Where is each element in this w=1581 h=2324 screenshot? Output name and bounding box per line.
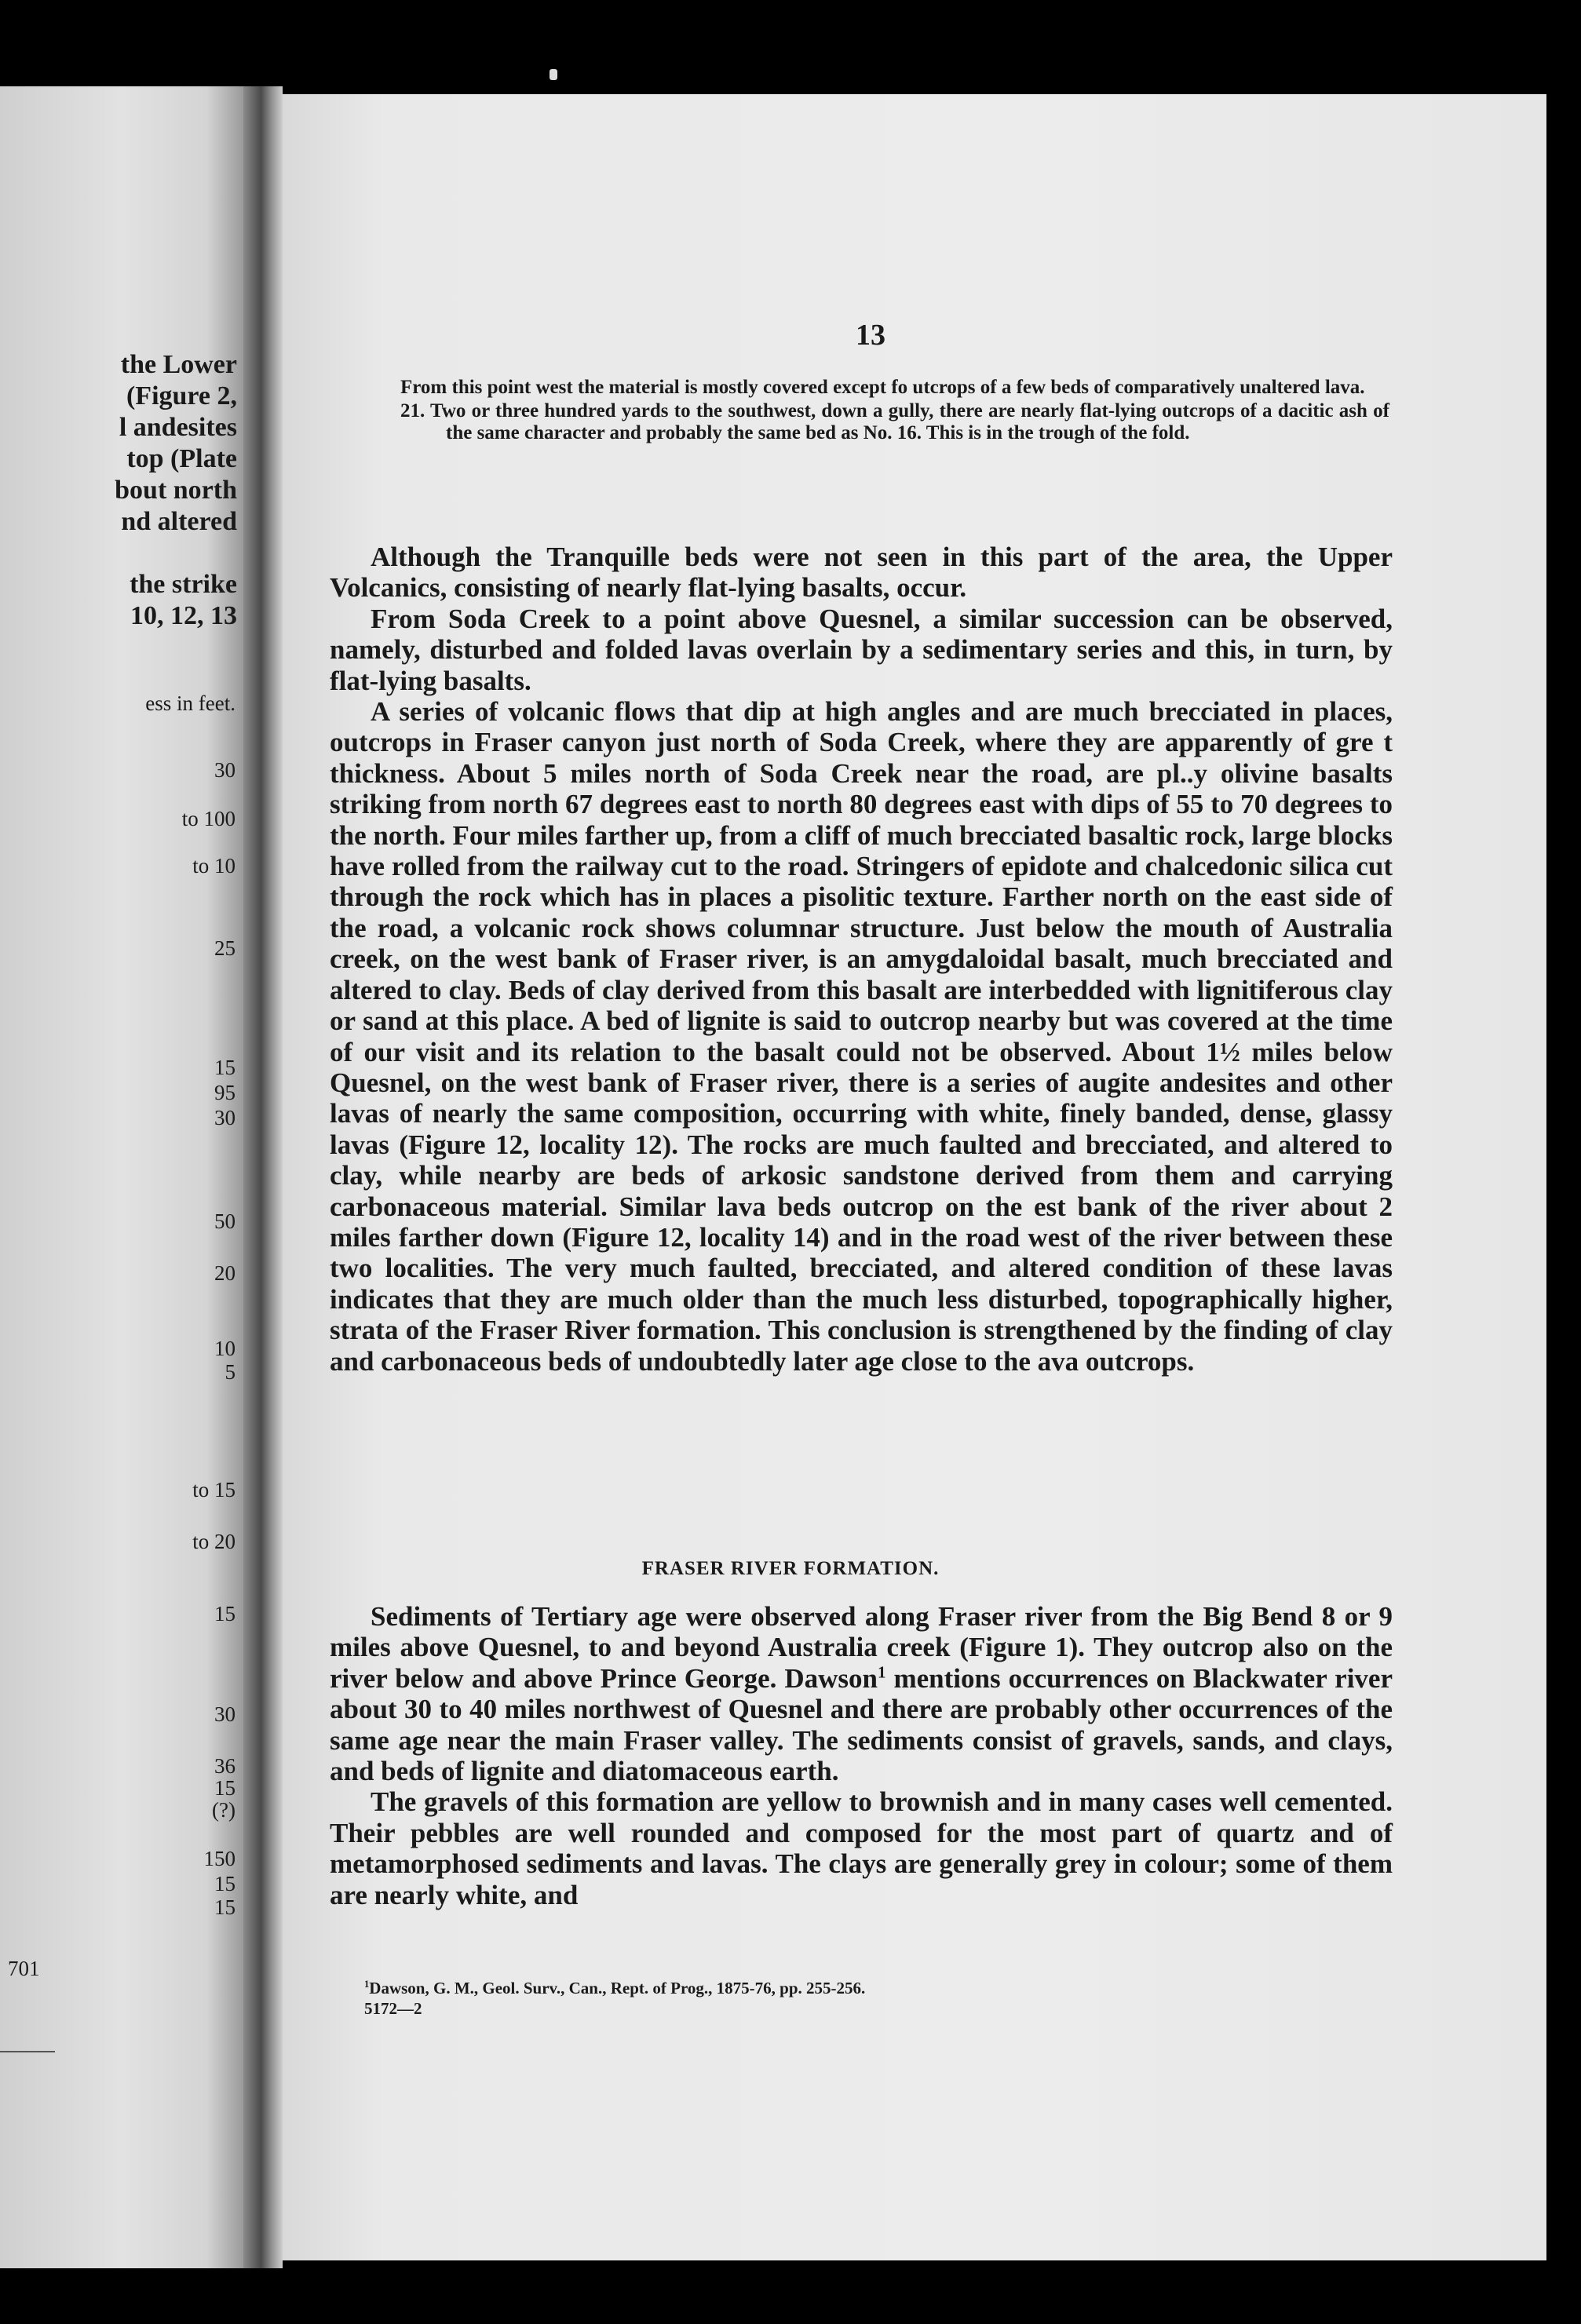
left-thickness-value: to 15 (192, 1478, 236, 1501)
left-page (0, 86, 243, 2268)
list-item: From this point west the material is mostly covered except fo utcrops of a few beds of comparatively unaltered lava. (400, 377, 1365, 398)
left-thickness-value: to 100 (181, 807, 236, 830)
left-thickness-value: 36 (214, 1754, 236, 1778)
left-thickness-value: 5 (225, 1360, 236, 1384)
left-thickness-value: (?) (212, 1798, 236, 1822)
footnote-marker: 1 (364, 1979, 370, 1990)
left-text-line: 10, 12, 13 (130, 601, 237, 630)
left-text-line: bout north (115, 476, 237, 505)
page-number: 13 (856, 319, 885, 352)
left-total: 701 (8, 1957, 40, 1980)
left-text-line: (Figure 2, (126, 381, 237, 410)
paragraph: The gravels of this formation are yellow to brownish and in many cases well cemented. Their pebbles are well rounded and composed for the most part of quartz and of metamorphosed sediments and lavas. The clays are generally grey in colour; some of them are nearly white, and (330, 1786, 1393, 1910)
list-item: 21. Two or three hundred yards to the southwest, down a gully, there are nearly flat-lying outcrops of a dacitic ash of the same character and probably the same bed as No. 16. This is in the trough of the fold. (400, 400, 1389, 443)
left-text-line: the strike (130, 570, 237, 599)
left-text-line: nd altered (121, 507, 237, 536)
left-thickness-value: to 10 (192, 854, 236, 877)
paragraph-text: Sediments of Tertiary age were observed along Fraser river from the Big Bend 8 or 9 miles above Quesnel, to and beyond Australia creek (Figure 1). They outcrop also on the river below and above Prince George. Dawson (330, 1601, 1393, 1694)
left-thickness-value: 20 (214, 1261, 236, 1285)
scan-dust-mark (550, 69, 557, 80)
left-thickness-value: 15 (214, 1056, 236, 1079)
section-heading: FRASER RIVER FORMATION. (641, 1558, 940, 1579)
left-thickness-value: 30 (214, 1106, 236, 1129)
left-thickness-value: 10 (214, 1337, 236, 1360)
body-text-lower (330, 1601, 1393, 1910)
footnote-line (364, 1978, 1385, 1998)
left-thickness-value: 15 (214, 1602, 236, 1625)
paragraph: Although the Tranquille beds were not seen in this part of the area, the Upper Volcanics, consisting of nearly flat-lying basalts, occur. (330, 542, 1393, 604)
footnote-marker: 1 (878, 1662, 886, 1682)
left-thickness-value: 25 (214, 936, 236, 960)
footnote-text: Dawson, G. M., Geol. Surv., Can., Rept. of Prog., 1875-76, pp. 255-256. (369, 1979, 866, 1997)
left-thickness-value: 50 (214, 1209, 236, 1233)
locality-list (400, 377, 1389, 446)
body-text-upper (330, 542, 1393, 1377)
left-text-line: the Lower (120, 350, 237, 379)
left-thickness-value: 30 (214, 758, 236, 782)
left-text-line: top (Plate (126, 444, 237, 473)
paragraph-text: mentions occurrences on Blackwater river about 30 to 40 miles northwest of Quesnel and there are probably other occurrences of the same age near the main Fraser valley. The sediments consist of gravels, sands, and clays, and beds of lignite and diatomaceous earth. (330, 1662, 1393, 1787)
left-thickness-value: 150 (203, 1847, 236, 1870)
paragraph: From Soda Creek to a point above Quesnel, a similar succession can be observed, namely, disturbed and folded lavas overlain by a sedimentary series and this, in turn, by flat-lying basalts. (330, 603, 1393, 696)
footnote (364, 1978, 1385, 2019)
paragraph (330, 1601, 1393, 1786)
paragraph: A series of volcanic flows that dip at high angles and are much brecciated in places, outcrops in Fraser canyon just north of Soda Creek, where they are apparently of gre t thickness. About 5 miles north of Soda Creek near the road, are pl..y olivine basalts striking from north 67 degrees east to north 80 degrees east with dips of 55 to 70 degrees to the north. Four miles farther up, from a cliff of much brecciated basaltic rock, large blocks have rolled from the railway cut to the road. Stringers of epidote and chalcedonic silica cut through the rock which has in places a pisolitic texture. Farther north on the east side of the road, a volcanic rock shows columnar structure. Just below the mouth of Australia creek, on the west bank of Fraser river, is an amygdaloidal basalt, much brecciated and altered to clay. Beds of clay derived from this basalt are interbedded with lignitiferous clay or sand at this place. A bed of lignite is said to outcrop nearby but was covered at the time of our visit and its relation to the basalt could not be observed. About 1½ miles below Quesnel, on the west bank of Fraser river, there is a series of augite andesites and other lavas of nearly the same composition, occurring with white, finely banded, dense, glassy lavas (Figure 12, locality 12). The rocks are much faulted and brecciated, and altered to clay, while nearby are beds of arkosic sandstone derived from them and carrying carbonaceous material. Similar lava beds outcrop on the est bank of the river about 2 miles farther down (Figure 12, locality 14) and in the road west of the river between these two localities. The very much faulted, brecciated, and altered condition of these lavas indicates that they are much older than the much less disturbed, topographically higher, strata of the Fraser River formation. This conclusion is strengthened by the finding of clay and carbonaceous beds of undoubtedly later age close to the ava outcrops. (330, 696, 1393, 1377)
left-column-header: ess in feet. (145, 691, 236, 715)
left-thickness-value: 15 (214, 1776, 236, 1800)
left-thickness-value: 95 (214, 1081, 236, 1104)
book-gutter (243, 86, 283, 2268)
left-thickness-value: to 20 (192, 1530, 236, 1553)
left-thickness-value: 15 (214, 1895, 236, 1919)
left-thickness-value: 15 (214, 1872, 236, 1895)
left-thickness-value: 30 (214, 1702, 236, 1726)
left-total-rule (0, 2051, 55, 2052)
signature-mark: 5172—2 (364, 1999, 422, 2018)
left-text-line: l andesites (119, 413, 237, 442)
